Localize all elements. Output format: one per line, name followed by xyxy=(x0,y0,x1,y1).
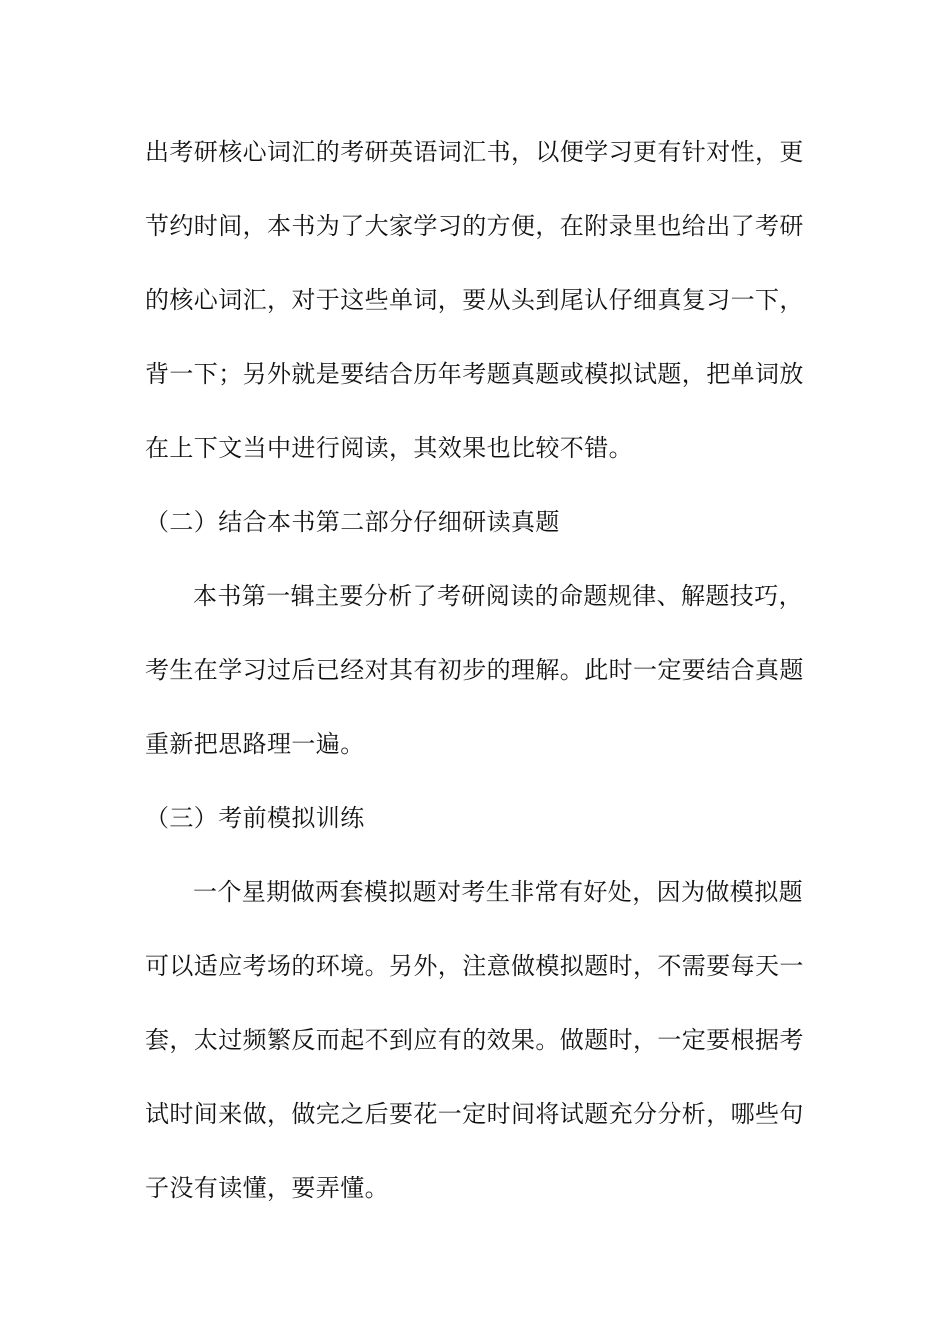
paragraph-line: 节约时间，本书为了大家学习的方便，在附录里也给出了考研 xyxy=(145,212,804,240)
section-heading-2: （二）结合本书第二部分仔细研读真题 xyxy=(145,508,560,536)
paragraph-line: 背一下；另外就是要结合历年考题真题或模拟试题，把单词放 xyxy=(145,360,804,388)
section-heading-3: （三）考前模拟训练 xyxy=(145,804,365,832)
paragraph-line: 本书第一辑主要分析了考研阅读的命题规律、解题技巧， xyxy=(193,582,803,610)
paragraph-line: 套，太过频繁反而起不到应有的效果。做题时，一定要根据考 xyxy=(145,1026,804,1054)
paragraph-line: 试时间来做，做完之后要花一定时间将试题充分分析，哪些句 xyxy=(145,1100,804,1128)
paragraph-line: 子没有读懂，要弄懂。 xyxy=(145,1174,389,1202)
paragraph-line: 一个星期做两套模拟题对考生非常有好处，因为做模拟题 xyxy=(193,878,803,906)
paragraph-line: 在上下文当中进行阅读，其效果也比较不错。 xyxy=(145,434,633,462)
paragraph-line: 考生在学习过后已经对其有初步的理解。此时一定要结合真题 xyxy=(145,656,804,684)
paragraph-line: 出考研核心词汇的考研英语词汇书，以便学习更有针对性，更 xyxy=(145,138,804,166)
paragraph-line: 可以适应考场的环境。另外，注意做模拟题时，不需要每天一 xyxy=(145,952,804,980)
paragraph-line: 重新把思路理一遍。 xyxy=(145,730,365,758)
paragraph-line: 的核心词汇，对于这些单词，要从头到尾认仔细真复习一下， xyxy=(145,286,804,314)
